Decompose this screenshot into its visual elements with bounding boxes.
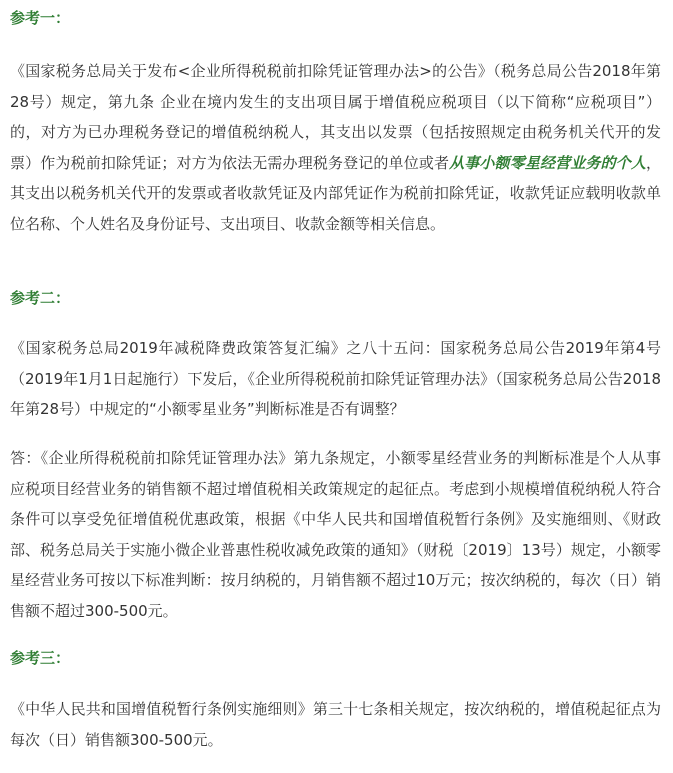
reference-two-heading: 参考二： [10, 289, 71, 307]
small-sporadic-business-highlight: 从事小额零星经营业务的个人 [449, 153, 646, 172]
reference-one-text-before: 《国家税务总局关于发布<企业所得税税前扣除凭证管理办法>的公告》（税务总局公告2018年第28号）规定，第九条 企业在境内发生的支出项目属于增值税应税项目（以下简称“应税项目”）的，对方为已办理税务登记的增值税纳税人，其支出以发票（包括按照规定由税务机关代开的发票）作为税前扣除凭证；对方为依法无需办理税务登记的单位或者 [10, 62, 661, 172]
reference-three-heading: 参考三： [10, 649, 71, 667]
reference-two-question: 《国家税务总局2019年减税降费政策答复汇编》之八十五问：国家税务总局公告2019年第4号（2019年1月1日起施行）下发后，《企业所得税税前扣除凭证管理办法》（国家税务总局公告2018年第28号）中规定的“小额零星业务”判断标准是否有调整？ [10, 339, 661, 418]
reference-one-text-after: ，其支出以税务机关代开的发票或者收款凭证及内部凭证作为税前扣除凭证，收款凭证应载明收款单位名称、个人姓名及身份证号、支出项目、收款金额等相关信息。 [10, 153, 661, 233]
reference-two-answer: 答：《企业所得税税前扣除凭证管理办法》第九条规定，小额零星经营业务的判断标准是个人从事应税项目经营业务的销售额不超过增值税相关政策规定的起征点。考虑到小规模增值税纳税人符合条件可以享受免征增值税优惠政策，根据《中华人民共和国增值税暂行条例》及实施细则、《财政部、税务总局关于实施小微企业普惠性税收减免政策的通知》（财税〔2019〕13号）规定，小额零星经营业务可按以下标准判断：按月纳税的，月销售额不超过10万元；按次纳税的，每次（日）销售额不超过300-500元。 [10, 449, 661, 620]
reference-one-paragraph [10, 56, 661, 239]
reference-one-heading: 参考一： [10, 9, 71, 27]
reference-three-paragraph: 《中华人民共和国增值税暂行条例实施细则》第三十七条相关规定，按次纳税的，增值税起征点为每次（日）销售额300-500元。 [10, 700, 661, 749]
